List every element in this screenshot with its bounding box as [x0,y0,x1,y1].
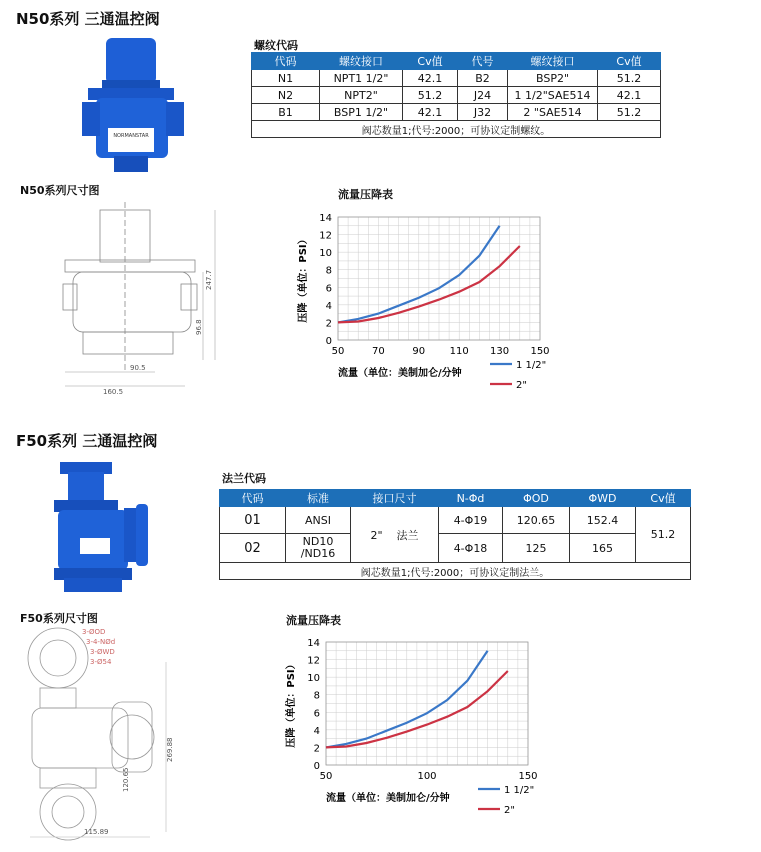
x-tick-label: 110 [449,346,469,357]
table-cell: 165 [570,534,636,563]
n50-table-title: 螺纹代码 [254,39,298,52]
n50-dim-96: 96.8 [195,319,203,335]
f50-table-title: 法兰代码 [222,472,266,485]
f50-header-wd: ΦWD [570,490,636,507]
f50-dim-269: 269.88 [166,737,174,762]
table-cell: 4-Φ19 [439,507,503,534]
n50-dim-title: N50系列尺寸图 [20,184,100,197]
y-tick-label: 0 [313,761,320,772]
table-cell: 51.2 [403,87,458,104]
x-tick-label: 150 [530,346,550,357]
table-cell: 125 [503,534,570,563]
f50-header-code: 代码 [220,490,286,507]
table-cell: ANSI [286,507,351,534]
f50-dim-120: 120.65 [122,767,130,792]
legend-label: 2" [516,380,527,391]
table-cell: ND10 /ND16 [286,534,351,563]
n50-valve-photo [78,36,188,176]
table-cell: BSP2" [508,70,598,87]
n50-header-cv: Cv值 [403,53,458,70]
table-cell: BSP1 1/2" [320,104,403,121]
y-tick-label: 12 [319,230,332,242]
x-tick-label: 50 [331,346,345,357]
f50-pressure-chart [278,630,578,830]
f50-valve-photo [40,460,160,595]
y-axis-label: 压降（单位：PSI） [286,659,297,748]
table-cell: 02 [220,534,286,563]
f50-dim-label-54: 3-Ø54 [90,658,112,666]
f50-header-od: ΦOD [503,490,570,507]
table-row [220,534,691,563]
n50-pressure-chart [290,205,590,405]
table-row [252,104,661,121]
f50-table-note: 阀芯数量1;代号:2000；可协议定制法兰。 [220,563,691,580]
table-cell: J32 [458,104,508,121]
x-tick-label: 100 [417,771,437,782]
table-cell: NPT1 1/2" [320,70,403,87]
y-tick-label: 10 [307,673,320,685]
y-tick-label: 8 [325,265,332,277]
y-axis-label: 压降（单位：PSI） [298,234,309,323]
legend-label: 2" [504,805,515,816]
x-axis-label: 流量（单位：美制加仑/分钟 [326,793,450,804]
legend-label: 1 1/2" [516,360,547,371]
table-cell: N2 [252,87,320,104]
f50-size-cell [351,507,439,563]
table-cell: J24 [458,87,508,104]
n50-chart-title: 流量压降表 [338,188,393,201]
table-cell: 01 [220,507,286,534]
f50-size-type: 法兰 [396,528,419,542]
y-tick-label: 4 [325,300,332,312]
f50-dim-115: 115.89 [84,828,109,836]
n50-dim-247: 247.7 [205,269,213,290]
f50-flange-table [219,489,691,580]
n50-title: N50系列 三通温控阀 [16,10,160,28]
y-tick-label: 14 [307,638,320,649]
f50-header-standard: 标准 [286,490,351,507]
n50-valve-plate-text: NORMANSTAR [113,133,149,139]
y-tick-label: 14 [319,213,332,224]
f50-dimension-drawing [20,622,180,844]
y-tick-label: 10 [319,248,332,260]
x-tick-label: 90 [412,346,426,357]
table-cell: 2 "SAE514 [508,104,598,121]
table-cell: 42.1 [403,104,458,121]
n50-dim-90: 90.5 [130,364,146,372]
table-cell: 1 1/2"SAE514 [508,87,598,104]
table-row [252,70,661,87]
f50-cv-cell: 51.2 [636,507,691,563]
x-tick-label: 50 [319,771,333,782]
table-cell: 42.1 [403,70,458,87]
f50-header-cv: Cv值 [636,490,691,507]
y-tick-label: 2 [313,743,320,755]
table-cell: 42.1 [598,87,661,104]
x-axis-label: 流量（单位：美制加仑/分钟 [338,368,462,379]
n50-thread-table [251,52,661,138]
table-cell: 51.2 [598,104,661,121]
y-tick-label: 0 [325,336,332,347]
y-tick-label: 4 [313,725,320,737]
table-row [220,507,691,534]
y-tick-label: 6 [325,283,332,295]
n50-table-note: 阀芯数量1;代号:2000；可协议定制螺纹。 [252,121,661,138]
f50-size: 2" [370,528,383,542]
y-tick-label: 6 [313,708,320,720]
x-tick-label: 70 [372,346,385,357]
f50-dim-label-od: 3-ØOD [82,628,106,636]
table-cell: B2 [458,70,508,87]
table-row [252,87,661,104]
n50-header-code2: 代号 [458,53,508,70]
table-cell: 120.65 [503,507,570,534]
f50-header-nd: N-Φd [439,490,503,507]
table-cell: NPT2" [320,87,403,104]
n50-header-code: 代码 [252,53,320,70]
table-cell: 152.4 [570,507,636,534]
y-tick-label: 12 [307,655,320,667]
x-tick-label: 130 [490,346,510,357]
f50-title: F50系列 三通温控阀 [16,432,158,450]
y-tick-label: 8 [313,690,320,702]
table-cell: 4-Φ18 [439,534,503,563]
f50-dim-title: F50系列尺寸图 [20,612,98,625]
f50-header-size: 接口尺寸 [351,490,439,507]
x-tick-label: 150 [518,771,538,782]
f50-dim-label-wd: 3-ØWD [90,648,115,656]
n50-header-thread: 螺纹接口 [320,53,403,70]
f50-chart-title: 流量压降表 [286,614,341,627]
f50-dim-label-nd: 3-4-NØd [86,638,116,646]
n50-dimension-drawing [55,200,225,400]
n50-header-thread2: 螺纹接口 [508,53,598,70]
n50-header-cv2: Cv值 [598,53,661,70]
table-cell: N1 [252,70,320,87]
table-cell: 51.2 [598,70,661,87]
y-tick-label: 2 [325,318,332,330]
legend-label: 1 1/2" [504,785,535,796]
table-cell: B1 [252,104,320,121]
n50-dim-160: 160.5 [103,388,124,396]
